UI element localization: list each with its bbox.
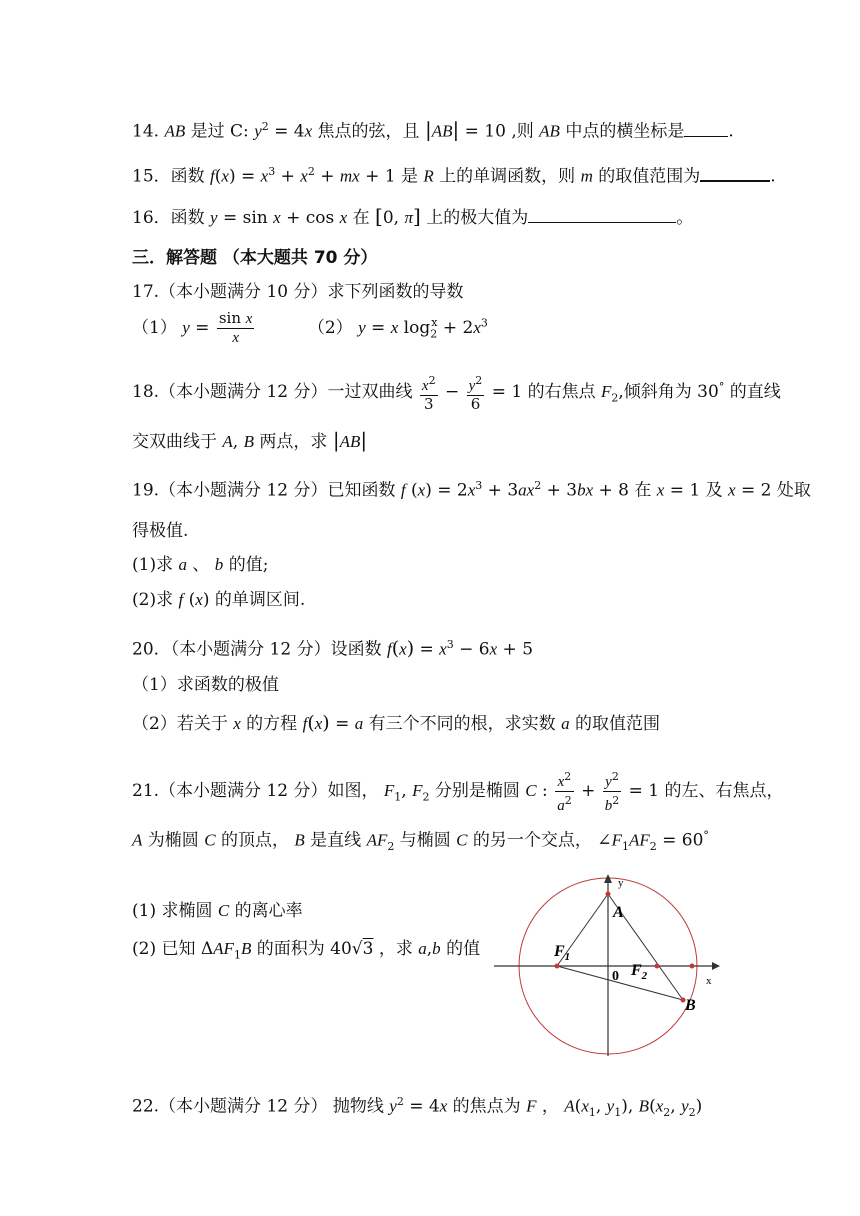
line-f1-b (557, 966, 683, 1000)
label-b: B (685, 997, 696, 1014)
point-a (606, 892, 611, 897)
label-a: A (613, 904, 624, 921)
question-18: 18.（本小题满分 12 分）一过双曲线 $\frac{x^2}{3}$ − $\frac{y^2}{6}$ = 1 的右焦点 $F_2$,倾斜角为 30° 的直线 (132, 374, 781, 413)
question-19-part2: (2)求 f (x) 的单调区间. (132, 590, 306, 610)
question-17-parts: （1） y = $\frac{\text{sin x}}{x}$ （2） y = x $\log_2^x + 2x^3$ (132, 309, 488, 346)
question-19-part1: (1)求 a 、 b 的值; (132, 555, 269, 575)
question-17: 17.（本小题满分 10 分）求下列函数的导数 (132, 282, 464, 302)
x-axis-arrow (712, 962, 720, 970)
question-21-part2: (2) 已知 $\Delta AF_1B$ 的面积为 40√3 ，求 a,b 的值 (132, 939, 481, 962)
point-f1 (555, 964, 560, 969)
label-f1: $F_1$ (554, 943, 571, 963)
x-axis-label: x (706, 975, 712, 987)
question-16: 16．函数 y = sin x + cos x 在 [0, π] 上的极大值为 。 (132, 204, 694, 228)
point-vertex-right (690, 964, 695, 969)
question-19-cont: 得极值. (132, 521, 189, 541)
question-21-part1: (1) 求椭圆 C 的离心率 (132, 901, 303, 921)
question-15: 15．函数 $f(x) = x^3 + x^2$ + mx + 1 是 R 上的单调函数，则 m 的取值范围为 . (132, 165, 776, 187)
question-21: 21.（本小题满分 12 分）如图， $F_1$, $F_2$ 分别是椭圆 C : $\frac{x^2}{a^2}$ + $\frac{y^2}{b^2}$ = 1 的左、右焦点， (132, 770, 784, 814)
question-20-part2: （2）若关于 x 的方程 f(x) = a 有三个不同的根，求实数 a 的取值范围 (132, 712, 660, 734)
answer-blank (684, 120, 728, 137)
question-20: 20．（本小题满分 12 分）设函数 $f(x) = x^3 - 6x + 5$ (132, 637, 534, 660)
label-origin: 0 (612, 969, 619, 984)
point-f2 (655, 964, 660, 969)
question-18-cont: 交双曲线于 A, B 两点，求 |AB| (132, 428, 368, 452)
section-heading: 三．解答题 （本大题共 70 分） (132, 248, 378, 268)
label-f2: $F_2$ (631, 962, 648, 982)
answer-blank (700, 164, 770, 182)
y-axis-label: y (618, 877, 624, 889)
question-20-part1: （1）求函数的极值 (132, 675, 279, 695)
ellipse-figure (490, 870, 730, 1060)
question-19: 19.（本小题满分 12 分）已知函数 f $(x) = 2x^3 + 3ax^2 + 3bx + 8$ 在 x = 1 及 x = 2 处取 (132, 479, 811, 501)
question-21-cont: A 为椭圆 C 的顶点， B 是直线 $AF_2$ 与椭圆 C 的另一个交点， $\angle F_1AF_2 = 60^\circ$ (132, 829, 709, 854)
question-22: 22.（本小题满分 12 分） 抛物线 $y^2 = 4x$ 的焦点为 F ， $A(x_1$, $y_1$), $B(x_2$, $y_2$) (132, 1095, 703, 1120)
answer-blank (528, 206, 676, 223)
question-14: 14. AB 是过 C: $y^2 = 4x$ 焦点的弦，且 |AB| = 10 ,则 AB 中点的横坐标是 . (132, 117, 734, 142)
